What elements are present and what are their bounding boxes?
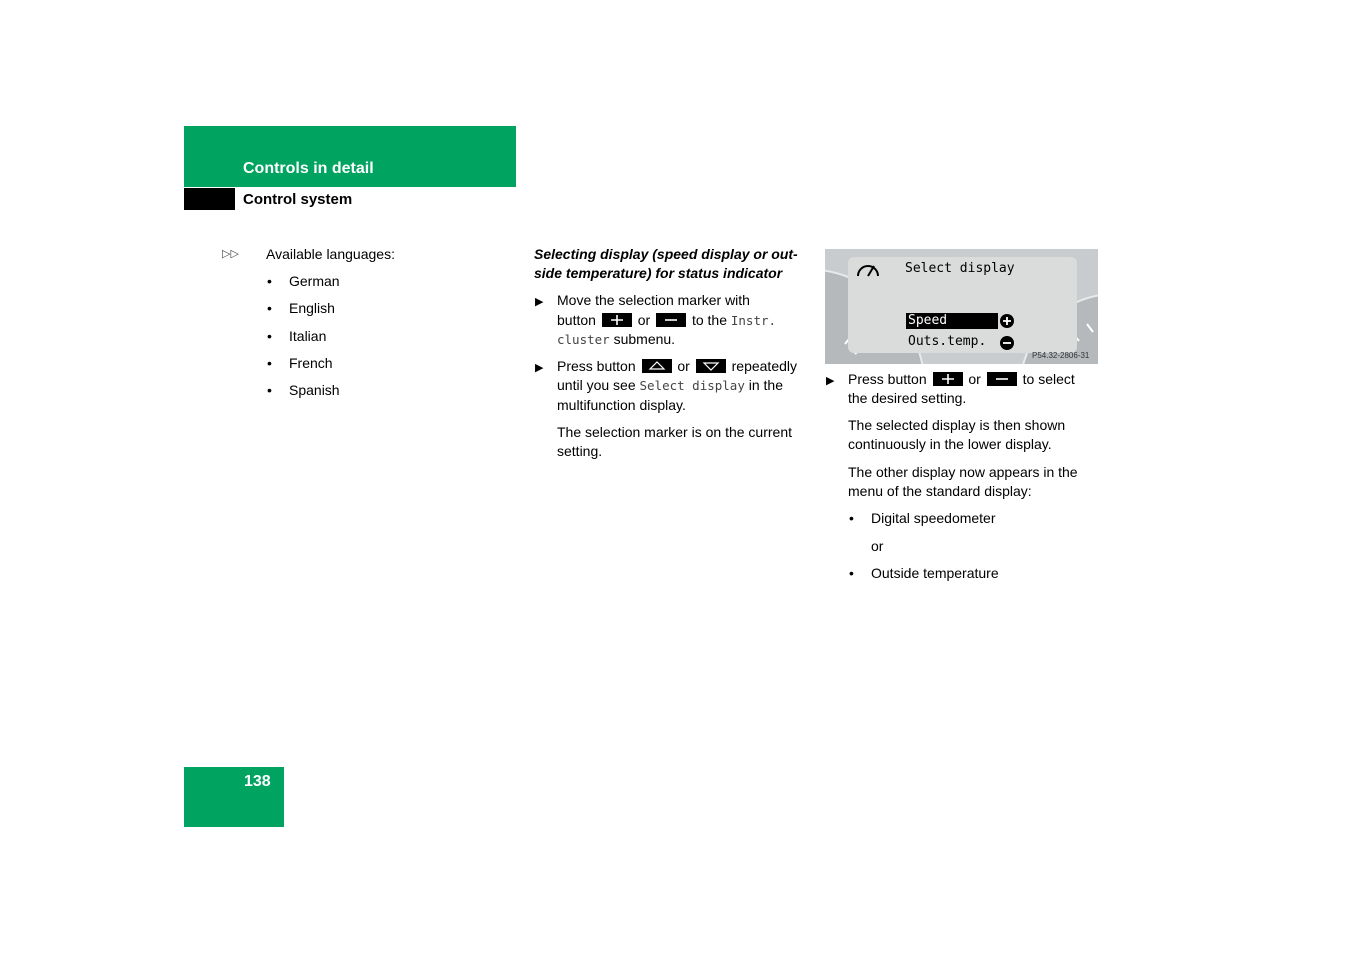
bullet: • xyxy=(267,328,272,344)
minus-button-icon xyxy=(987,372,1017,386)
menu-name: cluster xyxy=(557,332,610,347)
step2-line3: multifunction display. xyxy=(557,397,686,413)
section-heading-line1: Selecting display (speed display or out- xyxy=(534,246,798,262)
image-code: P54.32-2806-31 xyxy=(1032,351,1090,360)
menu-name: Instr. xyxy=(730,313,777,328)
or-text: or xyxy=(871,538,884,554)
section-title: Controls in detail xyxy=(243,160,374,177)
plus-button-icon xyxy=(933,372,963,386)
list-item: French xyxy=(289,355,333,371)
plus-button-icon xyxy=(602,313,632,327)
subsection-title: Control system xyxy=(243,191,353,208)
up-button-icon xyxy=(642,359,672,373)
bullet: • xyxy=(267,382,272,398)
step2-text: repeatedly xyxy=(731,358,798,374)
step1-text: button xyxy=(557,312,596,328)
step2-text: in the xyxy=(748,377,783,393)
list-item: Italian xyxy=(289,328,327,344)
page-number: 138 xyxy=(244,773,271,790)
display-option-selected: Speed xyxy=(908,313,948,328)
paragraph-line: The selected display is then shown xyxy=(848,417,1066,433)
continuation-marker: ▷▷ xyxy=(222,248,239,260)
step3-text: or xyxy=(968,371,981,387)
step1-line1: Move the selection marker with xyxy=(557,292,750,308)
bullet: • xyxy=(267,355,272,371)
bullet: • xyxy=(849,510,854,526)
list-item: Spanish xyxy=(289,382,340,398)
step2-text: Press button xyxy=(557,358,636,374)
step3-line1 xyxy=(848,371,1075,387)
step2-text: or xyxy=(677,358,690,374)
list-item: Outside temperature xyxy=(871,565,999,581)
header-marker xyxy=(184,188,235,210)
instrument-cluster-display xyxy=(825,249,1098,364)
paragraph-line: The other display now appears in the xyxy=(848,464,1078,480)
step-marker: ▶ xyxy=(535,296,544,308)
list-item: English xyxy=(289,300,335,316)
step1-text: or xyxy=(637,312,651,328)
down-button-icon xyxy=(696,359,726,373)
step1-text: to the xyxy=(691,312,727,328)
bullet: • xyxy=(267,300,272,316)
step3-text: Press button xyxy=(848,371,927,387)
step3-line2: the desired setting. xyxy=(848,390,967,406)
section-heading-line2: side temperature) for status indicator xyxy=(534,265,783,281)
list-item: German xyxy=(289,273,340,289)
step1-text: submenu. xyxy=(613,331,676,347)
note-line2: setting. xyxy=(557,443,603,459)
bullet: • xyxy=(267,273,272,289)
step-marker: ▶ xyxy=(826,375,835,387)
step1-line2 xyxy=(557,312,776,328)
paragraph-line: continuously in the lower display. xyxy=(848,436,1052,452)
step-marker: ▶ xyxy=(535,362,544,374)
speedometer-icon xyxy=(855,261,881,279)
step2-line2 xyxy=(557,377,783,393)
list-item: Digital speedometer xyxy=(871,510,996,526)
menu-name: Select display xyxy=(639,378,745,393)
note-line1: The selection marker is on the current xyxy=(557,424,792,440)
paragraph-line: menu of the standard display: xyxy=(848,483,1032,499)
step2-line1 xyxy=(557,358,797,374)
step1-line3 xyxy=(557,331,675,347)
display-option: Outs.temp. xyxy=(908,334,987,349)
display-title: Select display xyxy=(905,261,1015,276)
languages-intro: Available languages: xyxy=(266,246,395,262)
bullet: • xyxy=(849,565,854,581)
step2-text: until you see xyxy=(557,377,636,393)
minus-button-icon xyxy=(656,313,686,327)
step3-text: to select xyxy=(1022,371,1075,387)
